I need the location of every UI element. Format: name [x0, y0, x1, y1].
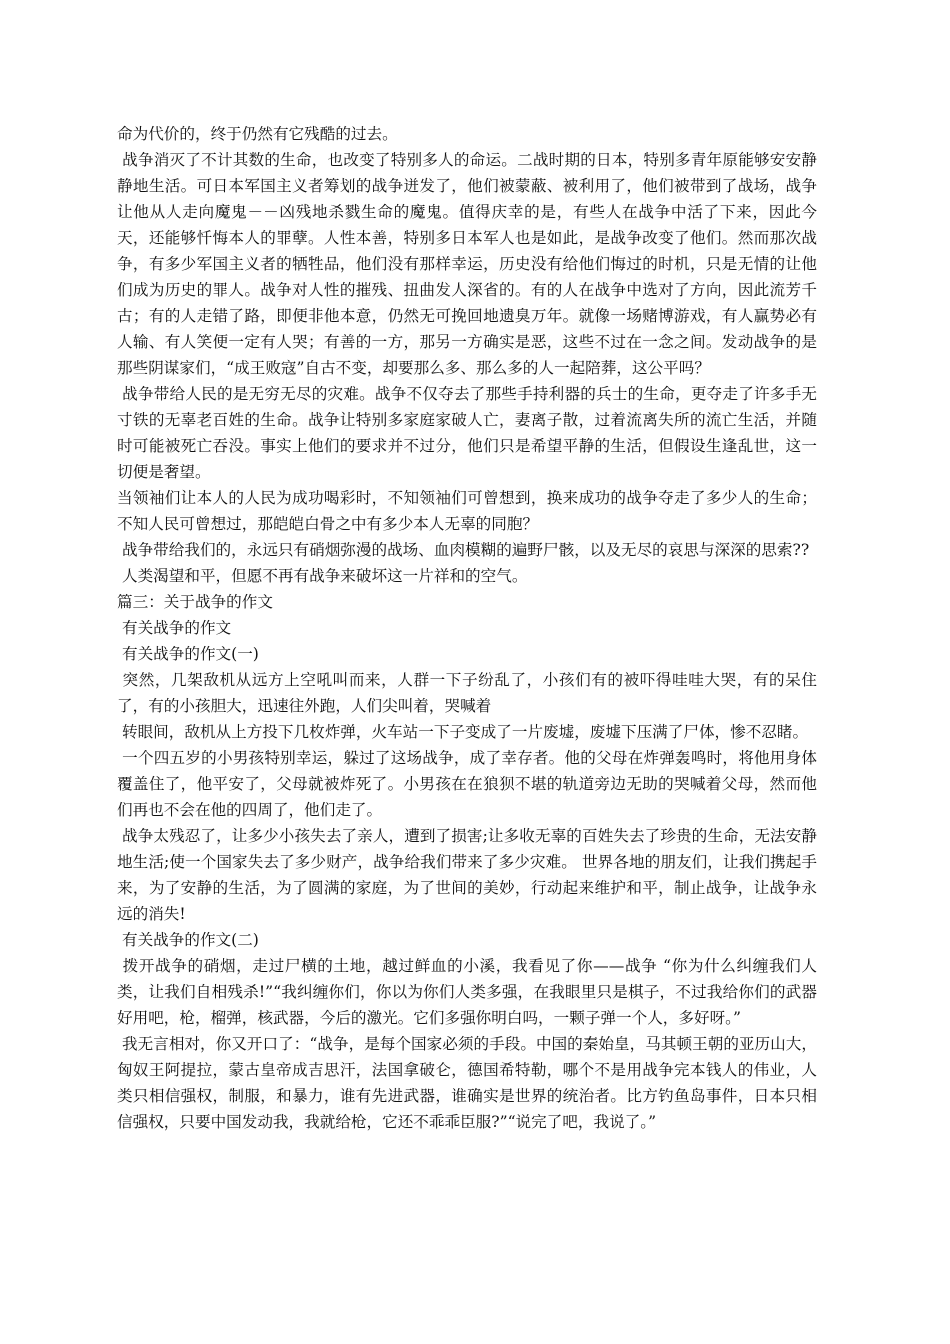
paragraph: 转眼间，敌机从上方投下几枚炸弹，火车站一下子变成了一片废墟，废墟下压满了尸体，惨不忍睹。	[117, 723, 809, 741]
paragraph: 一个四五岁的小男孩特别幸运，躲过了这场战争，成了幸存者。他的父母在炸弹轰鸣时，将他用身体覆盖住了，他平安了，父母就被炸死了。小男孩在在狼狈不堪的轨道旁边无助的哭喊着父母，然而他们再也不会在他的四周了，他们走了。	[117, 749, 817, 819]
paragraph: 人类渴望和平，但愿不再有战争来破坏这一片祥和的空气。	[117, 567, 528, 585]
document-page	[117, 121, 817, 1135]
essay-subtitle: 有关战争的作文(二)	[117, 931, 259, 949]
paragraph: 拨开战争的硝烟，走过尸横的土地，越过鲜血的小溪，我看见了你——战争 “你为什么纠缠我们人类，让我们自相残杀!”“我纠缠你们，你以为你们人类多强，在我眼里只是棋子，不过我给你们的武器好用吧，枪，榴弹，核武器，今后的激光。它们多强你明白吗，一颗子弹一个人，多好呀。”	[117, 957, 817, 1027]
paragraph: 战争带给人民的是无穷无尽的灾难。战争不仅夺去了那些手持利器的兵士的生命，更夺走了许多手无寸铁的无辜老百姓的生命。战争让特别多家庭家破人亡，妻离子散，过着流离失所的流亡生活，并随时可能被死亡吞没。事实上他们的要求并不过分，他们只是希望平静的生活，但假设生逢乱世，这一切便是奢望。	[117, 385, 817, 481]
paragraph: 突然，几架敌机从远方上空吼叫而来，人群一下子纷乱了，小孩们有的被吓得哇哇大哭，有的呆住了，有的小孩胆大，迅速往外跑，人们尖叫着，哭喊着	[117, 671, 817, 715]
essay-subtitle: 有关战争的作文(一)	[117, 645, 259, 663]
paragraph: 战争消灭了不计其数的生命，也改变了特别多人的命运。二战时期的日本，特别多青年原能够安安静静地生活。可日本军国主义者筹划的战争迸发了，他们被蒙蔽、被利用了，他们被带到了战场，战争让他从人走向魔鬼－－凶残地杀戮生命的魔鬼。值得庆幸的是，有些人在战争中活了下来，因此今天，还能够忏悔本人的罪孽。人性本善，特别多日本军人也是如此，是战争改变了他们。然而那次战争，有多少军国主义者的牺牲品，他们没有那样幸运，历史没有给他们悔过的时机，只是无情的让他们成为历史的罪人。战争对人性的摧残、扭曲发人深省的。有的人在战争中选对了方向，因此流芳千古；有的人走错了路，即便非他本意，仍然无可挽回地遗臭万年。就像一场赌博游戏，有人赢势必有人输、有人笑便一定有人哭；有善的一方，那另一方确实是恶，这些不过在一念之间。发动战争的是那些阴谋家们，“成王败寇”自古不变，却要那么多、那么多的人一起陪葬，这公平吗？	[117, 151, 817, 377]
paragraph: 当领袖们让本人的人民为成功喝彩时，不知领袖们可曾想到，换来成功的战争夺走了多少人的生命；不知人民可曾想过，那皑皑白骨之中有多少本人无辜的同胞？	[117, 489, 817, 533]
paragraph: 战争带给我们的，永远只有硝烟弥漫的战场、血肉模糊的遍野尸骸，以及无尽的哀思与深深的思索??	[117, 541, 810, 559]
paragraph: 我无言相对，你又开口了：“战争，是每个国家必须的手段。中国的秦始皇，马其顿王朝的亚历山大，匈奴王阿提拉，蒙古皇帝成吉思汗，法国拿破仑，德国希特勒，哪个不是用战争完本钱人的伟业，人类只相信强权，制服，和暴力，谁有先进武器，谁确实是世界的统治者。比方钓鱼岛事件，日本只相信强权，只要中国发动我，我就给枪，它还不乖乖臣服?”“说完了吧，我说了。”	[117, 1035, 817, 1131]
paragraph: 战争太残忍了，让多少小孩失去了亲人，遭到了损害;让多收无辜的百姓失去了珍贵的生命，无法安静地生活;使一个国家失去了多少财产，战争给我们带来了多少灾难。 世界各地的朋友们，让我们携起手来，为了安静的生活，为了圆满的家庭，为了世间的美妙，行动起来维护和平，制止战争，让战争永远的消失!	[117, 827, 817, 923]
section-heading: 篇三：关于战争的作文	[117, 593, 273, 611]
paragraph: 命为代价的，终于仍然有它残酷的过去。	[117, 125, 398, 143]
essay-title: 有关战争的作文	[117, 619, 232, 637]
